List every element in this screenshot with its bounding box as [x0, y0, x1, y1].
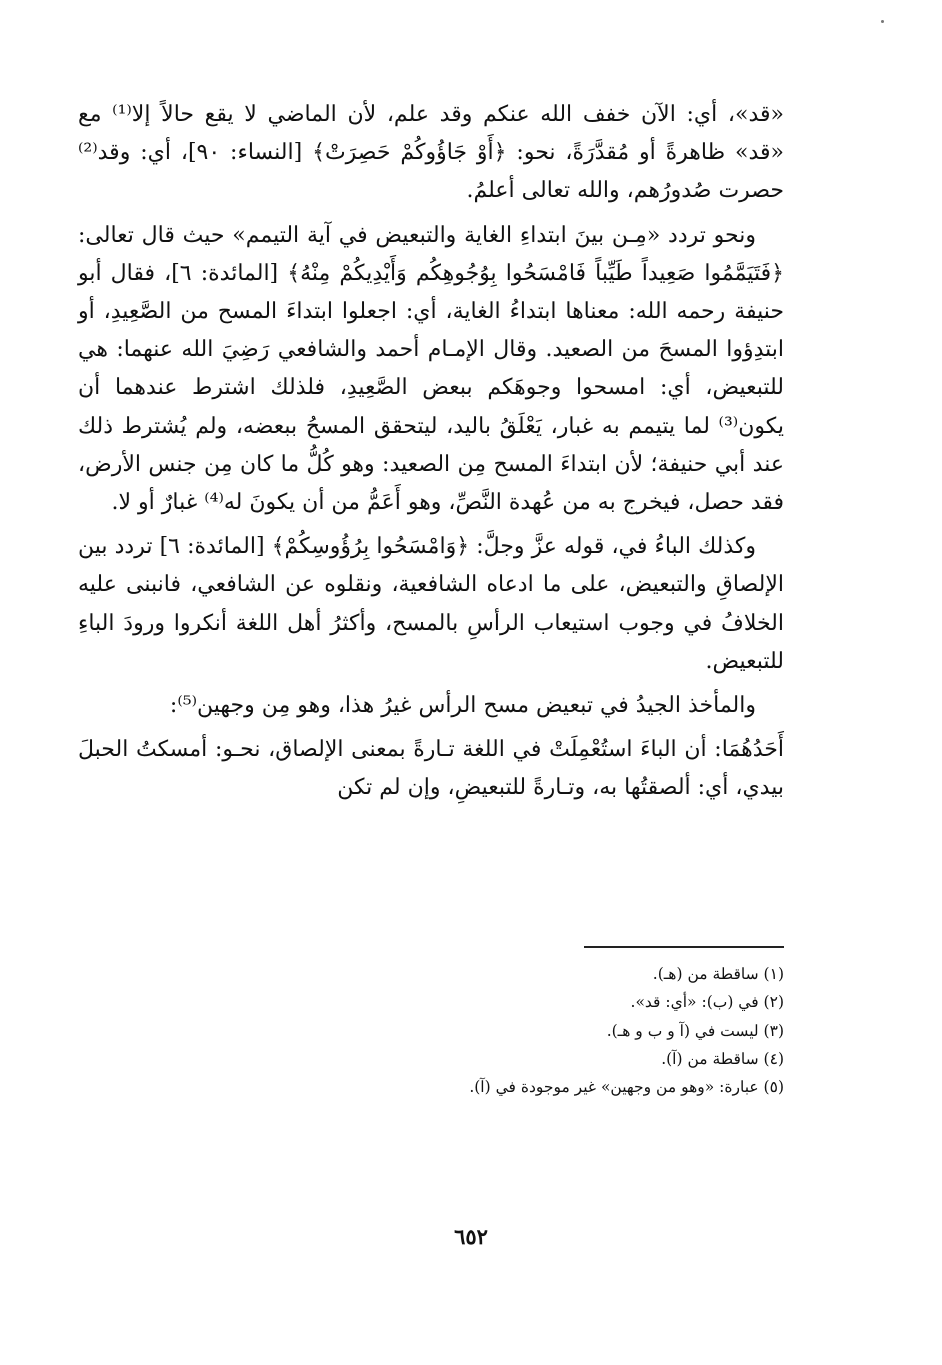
page-number: ٦٥٢ — [454, 1224, 488, 1249]
paragraph-4: والمأخذ الجيدُ في تبعيض مسح الرأس غيرُ هذا، وهو مِن وجهين⁽⁵⁾: — [169, 693, 756, 719]
paragraph-5: أَحَدُهُمَا: أن الباءَ استُعْمِلَتْ في اللغة تـارةً بمعنى الإلصاق، نحـو: أمسكتُ الحبلَ بيدي، أي: ألصقتُها به، وتـارةً للتبعيضِ، وإن لم تكن — [78, 737, 784, 801]
footnote-2: (٢) في (ب): «أي: قد». — [630, 993, 784, 1012]
footnote-5: (٥) عبارة: «وهو من وجهين» غير موجودة في (آ). — [469, 1078, 784, 1097]
footnote-1: (١) ساقطة من (هـ). — [652, 965, 784, 983]
paragraph-2: ونحو تردد «مِـن بينَ ابتداءِ الغاية والتبعيض في آية التيمم» حيث قال تعالى: ﴿فَتَيَمَّمُوا صَعِيداً طَيِّباً فَامْسَحُوا بِوُجُوهِكُم وَأَيْدِيكُمْ مِنْهُ﴾ [المائدة: ٦]، فقال أبو حنيفة رحمه الله: معناها ابتداءُ الغاية، أي: اجعلوا ابتداءَ المسح من الصَّعِيدِ، أو ابتدِؤوا المسحَ من الصعيد. وقال الإمـام أحمد والشافعي رَضِيَ الله عنهما: هي للتبعيض، أي: امسحوا وجوهَكم ببعض الصَّعِيدِ، فلذلك اشترط عندهما أن يكون⁽³⁾ لما يتيمم به غبار، يَعْلَقُ باليد، ليتحقق المسحُ ببعضه، ولم يُشترط ذلك عند أبي حنيفة؛ لأن ابتداءَ المسح مِن الصعيد: وهو كُلُّ ما كان مِن جنس الأرض، فقد حصل، فيخرج به من عُهدة النَّصِّ، وهو أَعَمُّ من أن يكونَ له⁽⁴⁾ غبارٌ أو لا. — [78, 222, 784, 516]
footnote-separator — [584, 946, 784, 948]
paragraph-1: «قد»، أي: الآن خفف الله عنكم وقد علم، لأن الماضي لا يقع حالاً إلا⁽¹⁾ مع «قد» ظاهرةً أو مُقدَّرَةً، نحو: ﴿أَوْ جَاؤُوكُمْ حَصِرَتْ﴾ [النساء: ٩٠]، أي: وقد⁽²⁾ حصرت صُدورُهم، والله تعالى أعلمُ. — [78, 102, 784, 204]
scan-speck — [881, 20, 884, 23]
footnotes-block — [78, 960, 784, 1101]
footnote-4: (٤) ساقطة من (آ). — [661, 1049, 784, 1068]
footnote-3: (٣) ليست في (آ و ب و هـ). — [606, 1021, 784, 1040]
paragraph-3: وكذلك الباءُ في، قوله عزَّ وجلَّ: ﴿وَامْسَحُوا بِرُؤُوسِكُمْ﴾ [المائدة: ٦] تردد بين الإلصاقِ والتبعيض، على ما ادعاه الشافعية، ونقلوه عن الشافعي، فانبنى عليه الخلافُ في وجوب استيعاب الرأسِ بالمسح، وأكثرُ أهل اللغة أنكروا ورودَ الباءِ للتبعيض. — [78, 534, 784, 674]
main-text-block — [78, 96, 784, 814]
